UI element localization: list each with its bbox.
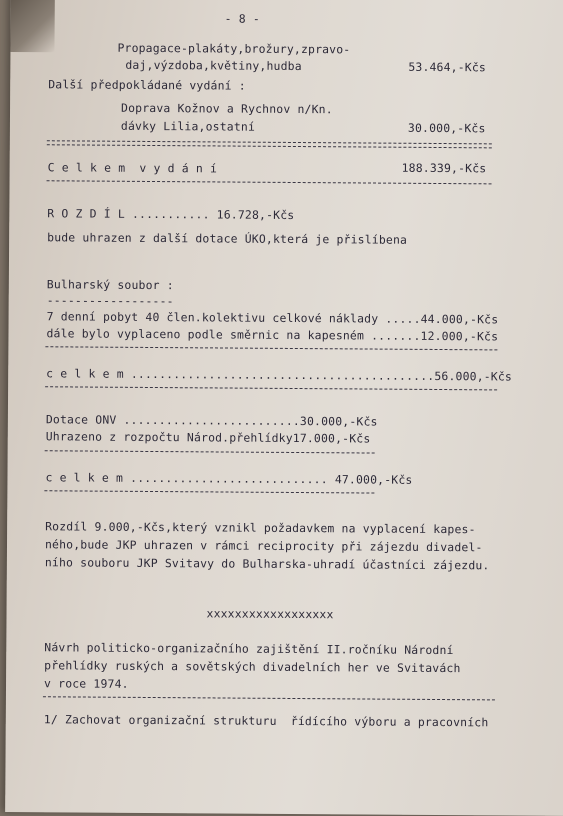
difference-note: bude uhrazen z další dotace ÚKO,která je přislíbena xyxy=(47,230,408,247)
onv-subsidy-line: Dotace ONV .........................30.000,-Kčs xyxy=(45,412,378,429)
bulgarian-header: Bulharský soubor : xyxy=(46,277,174,293)
difference-line: R O Z D Í L ........... 16.728,-Kčs xyxy=(47,206,295,222)
total-expenses-label: C e l k e m v y d á n í xyxy=(47,160,218,176)
bulgarian-total-1: c e l k e m ...........................................56.000,-Kčs xyxy=(46,366,513,384)
propaganda-line-1: Propagace-plakáty,brožury,zpravo- xyxy=(117,40,351,57)
remark-line-3: ního souboru JKP Svitavy do Bulharska-uhradí účastníci zájezdu. xyxy=(44,555,490,573)
propaganda-amount: 53.464,-Kčs xyxy=(408,59,487,75)
divider xyxy=(45,346,497,350)
proposal-line-2: přehlídky ruských a sovětských divadelních her ve Svitavách xyxy=(44,658,461,676)
bulgarian-total-2: c e l k e m ............................ 47.000,-Kčs xyxy=(45,470,413,487)
stay-cost-line: 7 denní pobyt 40 člen.kolektivu celkové náklady .....44.000,-Kčs xyxy=(46,309,499,327)
proposal-item-1: 1/ Zachovat organizační strukturu řídícího výboru a pracovních xyxy=(43,712,489,730)
other-expenses-header: Další předpokládané vydání : xyxy=(48,77,246,93)
proposal-line-1: Návrh politicko-organizačního zajištění II.ročníku Národní xyxy=(44,640,454,658)
remark-line-2: ného,bude JKP uhrazen v rámci reciprocity při zájezdu divadel- xyxy=(44,537,483,555)
divider xyxy=(45,450,375,453)
divider xyxy=(47,180,492,184)
transport-line-2: dávky Lilia,ostatní xyxy=(120,118,256,134)
remark-line-1: Rozdíl 9.000,-Kčs,který vznikl požadavkem na vyplacení kapes- xyxy=(45,519,476,537)
page-edge-shadow xyxy=(10,0,54,52)
divider xyxy=(45,386,497,390)
bulgarian-header-underline: ------------------ xyxy=(46,293,174,309)
divider xyxy=(44,490,374,493)
section-separator: xxxxxxxxxxxxxxxxxx xyxy=(206,606,334,622)
document-page xyxy=(5,0,563,816)
transport-amount: 30.000,-Kčs xyxy=(407,120,486,136)
page-number: - 8 - xyxy=(224,11,261,26)
budget-line: Uhrazeno z rozpočtu Národ.přehlídky17.000,-Kčs xyxy=(45,429,371,446)
divider xyxy=(47,144,492,148)
propaganda-line-2: daj,výzdoba,květiny,hudba xyxy=(125,57,302,74)
total-expenses-amount: 188.339,-Kčs xyxy=(401,160,487,176)
pocket-money-line: dále bylo vyplaceno podle směrnic na kapesném .......12.000,-Kčs xyxy=(46,326,499,344)
transport-line-1: Doprava Kožnov a Rychnov n/Kn. xyxy=(121,100,333,117)
divider xyxy=(43,696,495,700)
proposal-line-3: v roce 1974. xyxy=(43,676,129,691)
